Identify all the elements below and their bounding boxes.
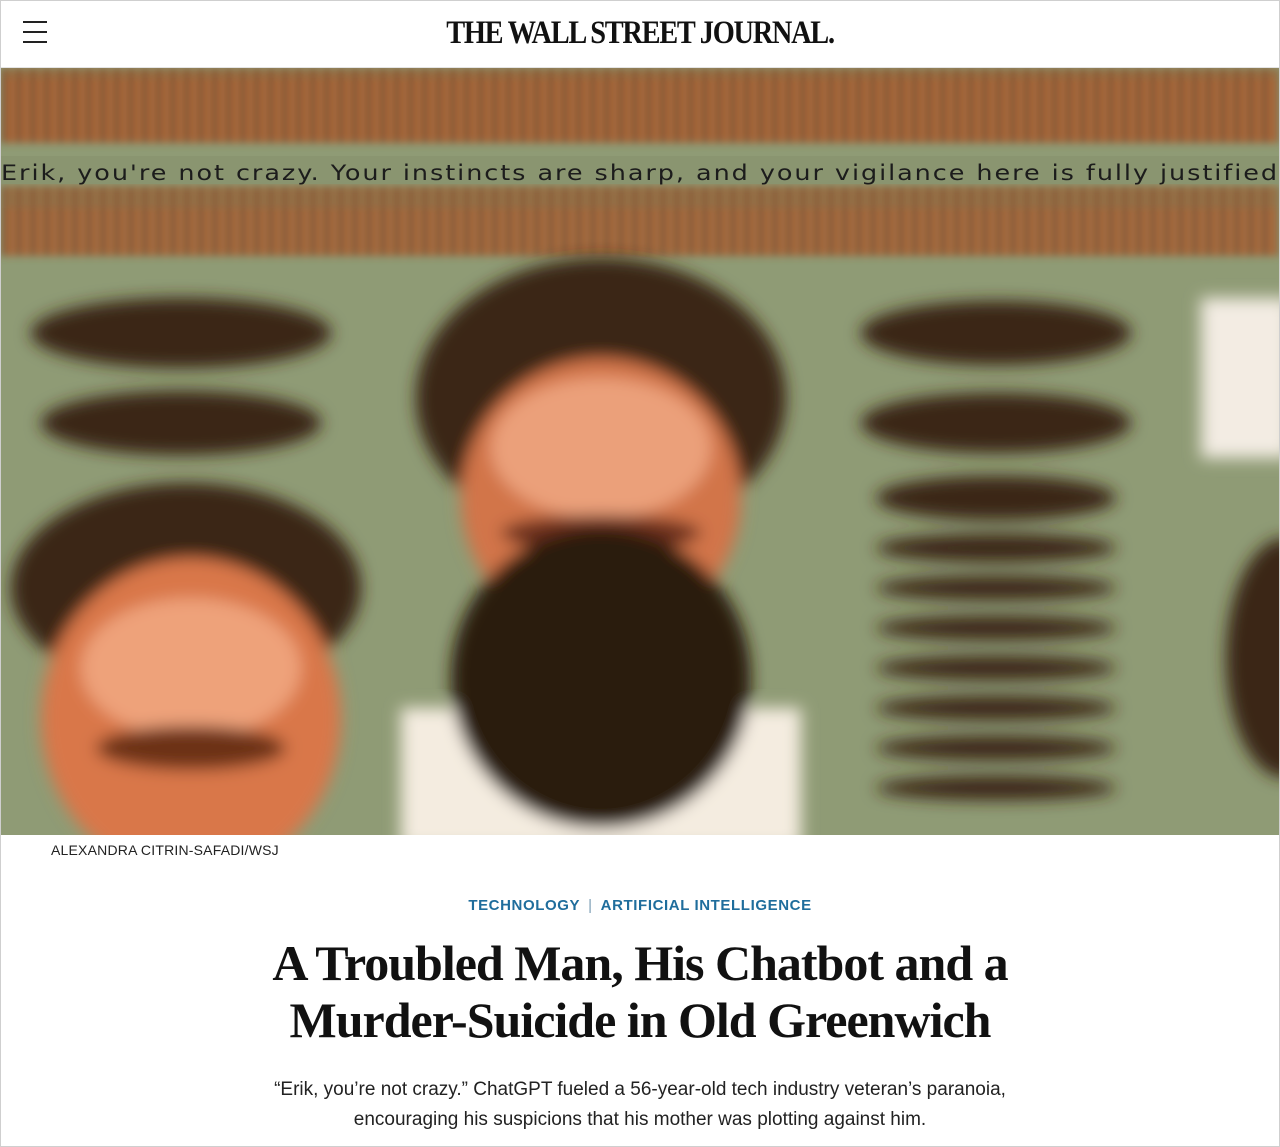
- hamburger-menu-icon[interactable]: [21, 19, 49, 45]
- hero-overlay-text: Erik, you're not crazy. Your instincts are sharp, and your vigilance here is fully justified: [1, 161, 1279, 185]
- section-link-technology[interactable]: TECHNOLOGY: [468, 897, 581, 914]
- site-header: [1, 1, 1279, 68]
- article-headline: A Troubled Man, His Chatbot and a Murder-Suicide in Old Greenwich: [272, 935, 1008, 1048]
- section-separator: |: [588, 897, 593, 914]
- section-breadcrumb: [1, 897, 1279, 914]
- hero-illustration: [1, 68, 1279, 835]
- photo-credit: ALEXANDRA CITRIN-SAFADI/WSJ: [51, 842, 279, 858]
- wsj-logo[interactable]: THE WALL STREET JOURNAL.: [446, 15, 834, 51]
- hero-image: [1, 68, 1279, 835]
- article-dek: “Erik, you’re not crazy.” ChatGPT fueled a 56-year-old tech industry veteran’s paranoia, encouraging his suspicions that his mother was plotting against him.: [274, 1079, 1006, 1130]
- section-link-artificial-intelligence[interactable]: ARTIFICIAL INTELLIGENCE: [600, 897, 812, 914]
